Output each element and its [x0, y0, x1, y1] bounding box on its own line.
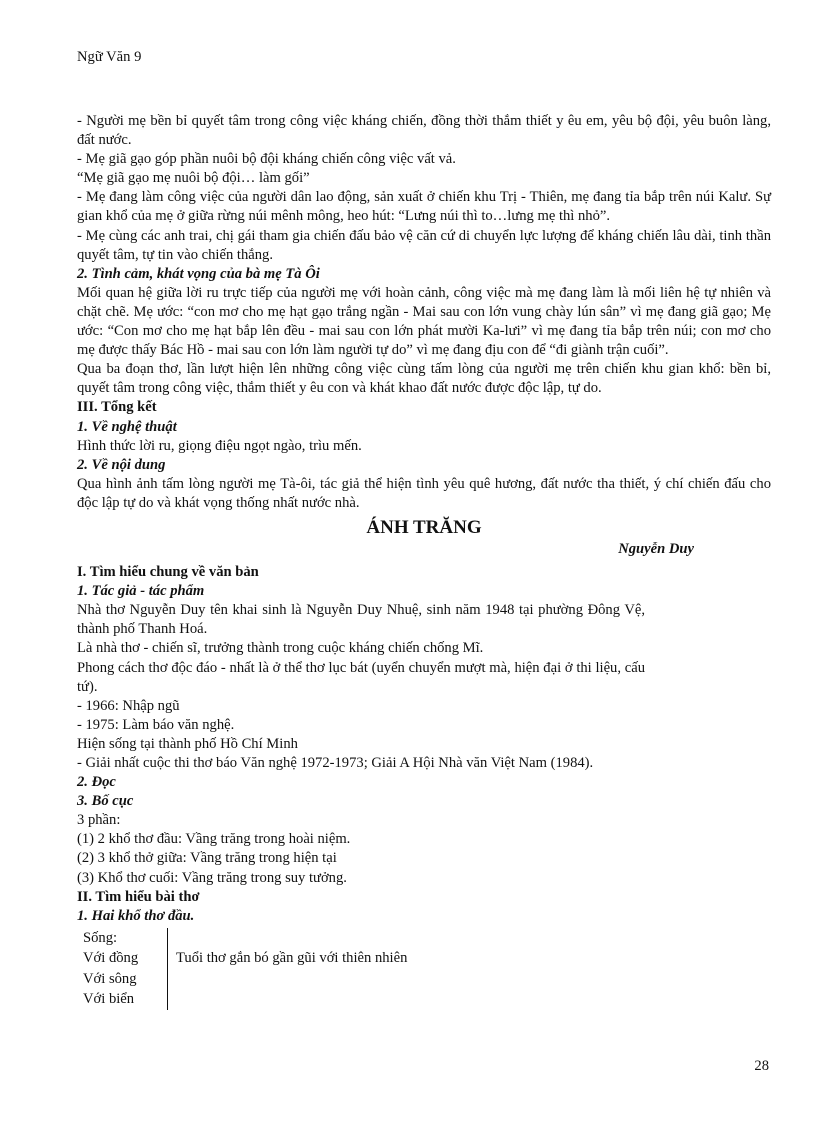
subheading: 1. Tác giả - tác phẩm: [77, 583, 205, 600]
subheading: 2. Về nội dung: [77, 456, 166, 473]
paragraph: Qua hình ảnh tấm lòng người mẹ Tà-ôi, tác giả thể hiện tình yêu quê hương, đất nước tha thiết, ý chí chiến đấu cho độc lập tự do và khát vọng thống nhất nước nhà.: [77, 475, 771, 511]
section-heading: I. Tìm hiểu chung về văn bản: [77, 564, 259, 581]
section-heading: II. Tìm hiểu bài thơ: [77, 888, 200, 905]
bio-line: Phong cách thơ độc đáo - nhất là ở thể thơ lục bát (uyển chuyển mượt mà, hiện đại ở thi liệu, cấu tứ).: [77, 659, 645, 695]
bracket-note: Tuổi thơ gắn bó gần gũi với thiên nhiên: [176, 949, 408, 966]
bio-line: - 1966: Nhập ngũ: [77, 697, 180, 714]
part-item: (2) 3 khổ thở giữa: Vầng trăng trong hiện tại: [77, 850, 337, 867]
page-number: 28: [754, 1058, 769, 1074]
bio-line: Nhà thơ Nguyễn Duy tên khai sinh là Nguyễn Duy Nhuệ, sinh năm 1948 tại phường Đông Vệ, thành phố Thanh Hoá.: [77, 602, 645, 638]
part-item: (3) Khổ thơ cuối: Vầng trăng trong suy tưởng.: [77, 869, 347, 886]
subheading: 1. Về nghệ thuật: [77, 418, 177, 435]
subheading: 2. Tình cảm, khát vọng của bà mẹ Tà Ôi: [77, 265, 320, 282]
text-line: 3 phần:: [77, 812, 121, 829]
text-line: - Mẹ đang làm công việc của người dân lao động, sản xuất ở chiến khu Trị - Thiên, mẹ đang tỉa bắp trên núi Kalư. Sự gian khổ của mẹ ở giữa rừng núi mênh mông, heo hút: “Lưng núi thì to…lưng mẹ thì nhỏ”.: [77, 189, 771, 225]
subheading: 2. Đọc: [77, 774, 116, 791]
bio-line: Là nhà thơ - chiến sĩ, trưởng thành trong cuộc kháng chiến chống Mĩ.: [77, 640, 484, 657]
bio-line: - Giải nhất cuộc thi thơ báo Văn nghệ 1972-1973; Giải A Hội Nhà văn Việt Nam (1984).: [77, 755, 594, 771]
paragraph: Hình thức lời ru, giọng điệu ngọt ngào, trìu mến.: [77, 437, 362, 454]
bracket-diagram: [83, 928, 771, 1010]
page-content: [77, 112, 771, 1010]
poem-author: Nguyễn Duy: [618, 540, 694, 557]
bio-line: - 1975: Làm báo văn nghệ.: [77, 716, 235, 733]
poem-title: ÁNH TRĂNG: [366, 516, 482, 538]
page-header: Ngữ Văn 9: [77, 49, 142, 65]
text-line: - Người mẹ bền bỉ quyết tâm trong công việc kháng chiến, đồng thời thắm thiết y êu em, yêu bộ đội, yêu buôn làng, đất nước.: [77, 113, 771, 149]
text-line: - Mẹ cùng các anh trai, chị gái tham gia chiến đấu bảo vệ căn cứ di chuyển lực lượng để kháng chiến lâu dài, tinh thần quyết tâm, tự tin vào chiến thắng.: [77, 227, 771, 263]
bracket-item: Với đồng: [83, 950, 139, 967]
section-heading: III. Tổng kết: [77, 399, 157, 416]
bracket-item: Sống:: [83, 929, 118, 946]
subheading: 1. Hai khổ thơ đầu.: [77, 907, 195, 924]
author-bio: [77, 601, 645, 773]
bracket-item: Với biển: [83, 991, 135, 1008]
part-item: (1) 2 khổ thơ đầu: Vầng trăng trong hoài niệm.: [77, 831, 351, 848]
bracket-list: [83, 928, 168, 1010]
subheading: 3. Bố cục: [77, 793, 134, 810]
text-line: “Mẹ giã gạo mẹ nuôi bộ đội… làm gối”: [77, 170, 310, 187]
paragraph: Qua ba đoạn thơ, lần lượt hiện lên những công việc cùng tấm lòng của người mẹ trên chiến khu gian khổ: bền bỉ, quyết tâm trong công việc, thắm thiết y êu con và khát khao đất nước được độc lập, tự do.: [77, 361, 771, 397]
paragraph: Mối quan hệ giữa lời ru trực tiếp của người mẹ với hoàn cảnh, công việc mà mẹ đang làm là mối liên hệ tự nhiên và chặt chẽ. Mẹ ước: “con mơ cho mẹ hạt gạo trắng ngần - Mai sau con lớn vung chày lún sân” vì mẹ đang giã gạo; Mẹ ước: “Con mơ cho mẹ hạt bắp lên đều - mai sau con lớn phát mười Ka-lưi” vì mẹ đang tỉa bắp trên núi; con mơ cho mẹ được thấy Bác Hồ - mai sau con lớn làm người tự do” vì mẹ đang địu con để “đi giành trận cuối”.: [77, 284, 771, 359]
bracket-item: Với sông: [83, 970, 137, 987]
bio-line: Hiện sống tại thành phố Hồ Chí Minh: [77, 735, 298, 752]
text-line: - Mẹ giã gạo góp phần nuôi bộ đội kháng chiến công việc vất vả.: [77, 151, 456, 168]
